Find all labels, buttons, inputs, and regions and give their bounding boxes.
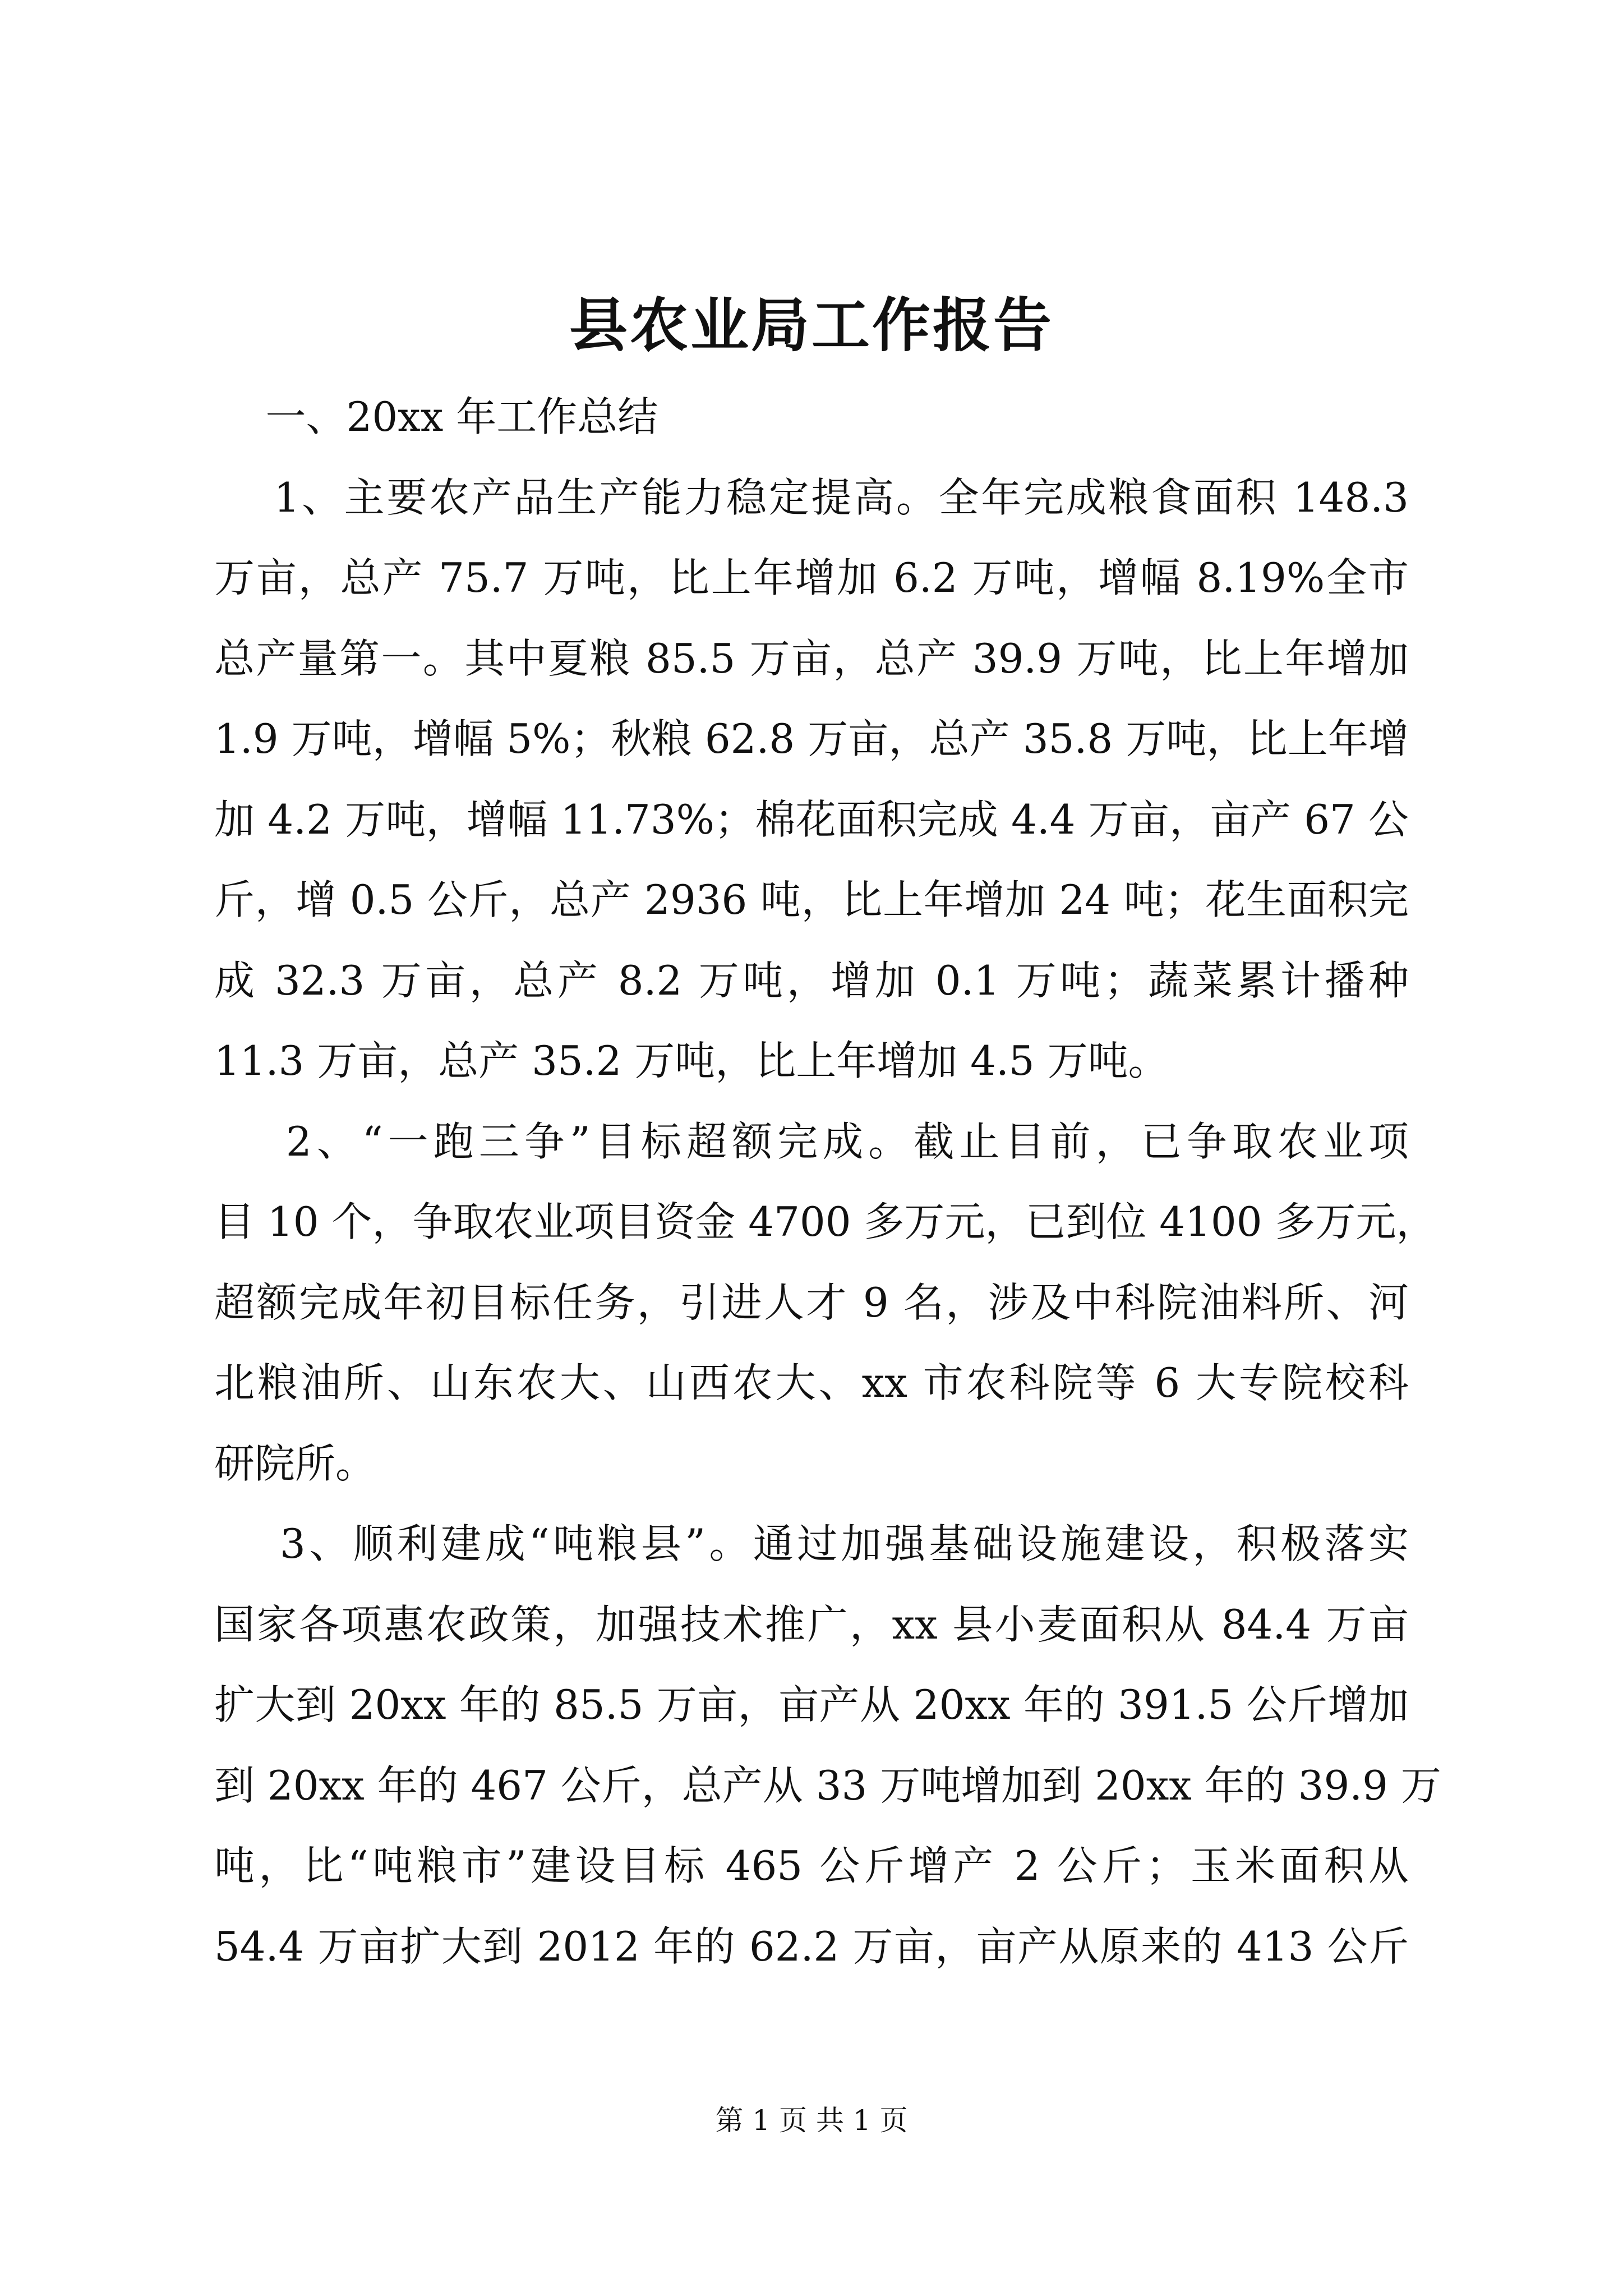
paragraph-line: 超额完成年初目标任务，引进人才 9 名，涉及中科院油料所、河 (214, 1278, 1409, 1326)
document-title: 县农业局工作报告 (569, 291, 1054, 360)
paragraph-line: 3、顺利建成“吨粮县”。通过加强基础设施建设，积极落实 (214, 1520, 1409, 1567)
paragraph-line: 斤，增 0.5 公斤，总产 2936 吨，比上年增加 24 吨；花生面积完 (214, 876, 1409, 923)
paragraph-line: 国家各项惠农政策，加强技术推广，xx 县小麦面积从 84.4 万亩 (214, 1600, 1409, 1648)
paragraph-line: 2、“一跑三争”目标超额完成。截止目前，已争取农业项 (214, 1117, 1409, 1165)
paragraph-line: 成 32.3 万亩，总产 8.2 万吨，增加 0.1 万吨；蔬菜累计播种 (214, 956, 1409, 1004)
paragraph-line: 北粮油所、山东农大、山西农大、xx 市农科院等 6 大专院校科 (214, 1359, 1409, 1406)
paragraph-line: 54.4 万亩扩大到 2012 年的 62.2 万亩，亩产从原来的 413 公斤 (214, 1922, 1409, 1970)
paragraph-line: 1、主要农产品生产能力稳定提高。全年完成粮食面积 148.3 (214, 473, 1409, 521)
paragraph-line: 研院所。 (214, 1439, 376, 1487)
paragraph-line: 总产量第一。其中夏粮 85.5 万亩，总产 39.9 万吨，比上年增加 (214, 634, 1409, 682)
paragraph-line: 加 4.2 万吨，增幅 11.73%；棉花面积完成 4.4 万亩，亩产 67 公 (214, 795, 1409, 843)
paragraph-line: 目 10 个，争取农业项目资金 4700 多万元，已到位 4100 多万元， (214, 1198, 1437, 1245)
paragraph-line: 万亩，总产 75.7 万吨，比上年增加 6.2 万吨，增幅 8.19%全市 (214, 554, 1409, 601)
paragraph-line: 11.3 万亩，总产 35.2 万吨，比上年增加 4.5 万吨。 (214, 1037, 1169, 1084)
paragraph-line: 1.9 万吨，增幅 5%；秋粮 62.8 万亩，总产 35.8 万吨，比上年增 (214, 715, 1409, 762)
paragraph-line: 扩大到 20xx 年的 85.5 万亩，亩产从 20xx 年的 391.5 公斤增加 (214, 1681, 1409, 1728)
page-footer: 第 1 页 共 1 页 (715, 2104, 908, 2137)
paragraph-line: 到 20xx 年的 467 公斤，总产从 33 万吨增加到 20xx 年的 39.9 万 (214, 1761, 1441, 1809)
paragraph-line: 吨，比“吨粮市”建设目标 465 公斤增产 2 公斤；玉米面积从 (214, 1842, 1409, 1889)
section-heading: 一、20xx 年工作总结 (214, 393, 658, 440)
document-body (214, 377, 1441, 1987)
